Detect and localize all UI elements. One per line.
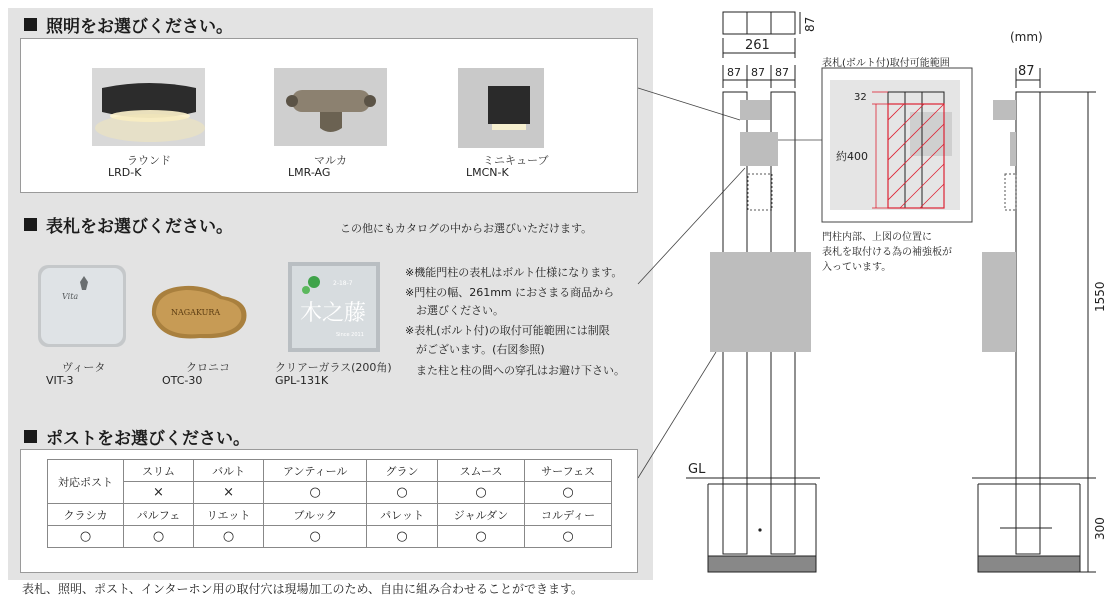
- table-row: [48, 460, 612, 482]
- lamp-maruka-image[interactable]: [274, 68, 387, 146]
- range-title: 表札(ボルト付)取付可能範囲: [822, 58, 950, 69]
- compat-mark-cell: ○: [264, 526, 367, 548]
- nameplate-vita-image[interactable]: [38, 265, 126, 347]
- compat-mark-cell: ○: [193, 526, 263, 548]
- post-name-cell: グラン: [367, 460, 438, 482]
- square-bullet-icon: [24, 218, 37, 231]
- gravel-pattern: [708, 556, 816, 572]
- table-row: [48, 504, 612, 526]
- side-post-block: [982, 252, 1016, 352]
- inner-note-1: 門柱内部、上図の位置に: [822, 232, 932, 243]
- plate-vita-name: ヴィータ: [62, 361, 106, 374]
- range-detail-box: [822, 68, 972, 222]
- lamp-round-name: ラウンド: [127, 154, 171, 167]
- dim-87-a: 87: [727, 66, 741, 79]
- post-name-cell: コルディー: [525, 504, 612, 526]
- compat-mark-cell: ○: [48, 526, 124, 548]
- post-name-cell: クラシカ: [48, 504, 124, 526]
- dim-32: 32: [854, 92, 867, 103]
- row-header-cell: 対応ポスト: [48, 460, 124, 504]
- dim-400: 約400: [836, 150, 868, 163]
- plate-vita-code: VIT-3: [46, 374, 74, 387]
- gl-label: GL: [688, 462, 706, 477]
- plate-glass-name: クリアーガラス(200角): [275, 361, 392, 374]
- leader-line-post: [638, 352, 716, 478]
- catalog-note: この他にもカタログの中からお選びいただけます。: [340, 222, 593, 235]
- post-name-cell: サーフェス: [525, 460, 612, 482]
- post-name-cell: ブルック: [264, 504, 367, 526]
- dim-top-87: 87: [803, 16, 817, 32]
- nameplate-cronico-image[interactable]: [152, 286, 247, 339]
- dim-87-c: 87: [775, 66, 789, 79]
- unit-label: (mm): [1010, 30, 1043, 44]
- lamp-mount-block: [740, 100, 770, 120]
- post-name-cell: パレット: [367, 504, 438, 526]
- table-row: [48, 526, 612, 548]
- leader-line-lighting: [638, 88, 740, 120]
- nameplate-heading: 表札をお選びください。: [24, 212, 233, 237]
- nameplate-glass-image[interactable]: [288, 262, 380, 352]
- lamp-round-image[interactable]: [92, 68, 205, 146]
- dim-1550: 1550: [1093, 281, 1107, 312]
- lamp-maruka-code: LMR-AG: [288, 166, 331, 179]
- lamp-maruka-name: マルカ: [314, 154, 347, 167]
- footer-note: 表札、照明、ポスト、インターホン用の取付穴は現場加工のため、自由に組み合わせることができます。: [22, 582, 584, 596]
- post-name-cell: バルト: [193, 460, 263, 482]
- compat-mark-cell: ○: [525, 482, 612, 504]
- plate-cronico-name: クロニコ: [186, 361, 230, 374]
- side-nameplate-block: [1010, 132, 1016, 166]
- nameplate-note-1: ※機能門柱の表札はボルト仕様になります。: [405, 266, 623, 279]
- lamp-minicube-name: ミニキューブ: [483, 154, 549, 167]
- glass-number-text: 2-18-7: [333, 280, 353, 287]
- nameplate-note-5: がございます。(右図参照): [405, 343, 545, 356]
- compat-mark-cell: ×: [124, 482, 194, 504]
- compat-mark-cell: ○: [367, 526, 438, 548]
- vita-plate-text: Vita: [62, 292, 79, 301]
- table-row: [48, 482, 612, 504]
- dim-87-side: 87: [1018, 64, 1035, 79]
- dim-261: 261: [745, 38, 770, 53]
- compat-mark-cell: ○: [367, 482, 438, 504]
- nameplate-mount-block: [740, 132, 778, 166]
- post-name-cell: スリム: [124, 460, 194, 482]
- compat-mark-cell: ○: [525, 526, 612, 548]
- inner-note-3: 入っています。: [822, 262, 892, 273]
- compat-mark-cell: ×: [193, 482, 263, 504]
- nameplate-note-3: お選びください。: [405, 304, 504, 317]
- post-name-cell: リエット: [193, 504, 263, 526]
- post-name-cell: スムース: [437, 460, 524, 482]
- square-bullet-icon: [24, 430, 37, 443]
- compat-mark-cell: ○: [124, 526, 194, 548]
- plate-glass-code: GPL-131K: [275, 374, 329, 387]
- nameplate-note-6: また柱と柱の間への穿孔はお避け下さい。: [405, 364, 625, 377]
- dim-87-b: 87: [751, 66, 765, 79]
- compat-mark-cell: ○: [264, 482, 367, 504]
- lamp-minicube-code: LMCN-K: [466, 166, 509, 179]
- post-compat-table: [47, 459, 612, 548]
- post-mount-block: [710, 252, 811, 352]
- post-name-cell: アンティール: [264, 460, 367, 482]
- compat-mark-cell: ○: [437, 482, 524, 504]
- post-name-cell: ジャルダン: [437, 504, 524, 526]
- compat-mark-cell: ○: [437, 526, 524, 548]
- plate-cronico-code: OTC-30: [162, 374, 203, 387]
- side-gravel-pattern: [978, 556, 1080, 572]
- nameplate-note-4: ※表札(ボルト付)の取付可能範囲には制限: [405, 324, 610, 337]
- nameplate-note-2: ※門柱の幅、261mm におさまる商品から: [405, 286, 615, 299]
- cronico-plate-text: NAGAKURA: [171, 308, 221, 317]
- side-lamp-block: [993, 100, 1016, 120]
- post-heading: ポストをお選びください。: [24, 424, 250, 449]
- lamp-minicube-image[interactable]: [458, 68, 544, 148]
- glass-kanji-text: 木之藤: [300, 301, 367, 326]
- side-intercom-outline: [1005, 174, 1016, 210]
- dim-300: 300: [1093, 517, 1107, 540]
- post-name-cell: パルフェ: [124, 504, 194, 526]
- intercom-hole-outline: [748, 174, 772, 210]
- glass-since-text: Since 2011: [336, 332, 364, 338]
- lighting-heading: 照明をお選びください。: [24, 12, 233, 37]
- lamp-round-code: LRD-K: [108, 166, 142, 179]
- bolt-dot: [758, 528, 761, 531]
- inner-note-2: 表札を取付ける為の補強板が: [822, 247, 952, 258]
